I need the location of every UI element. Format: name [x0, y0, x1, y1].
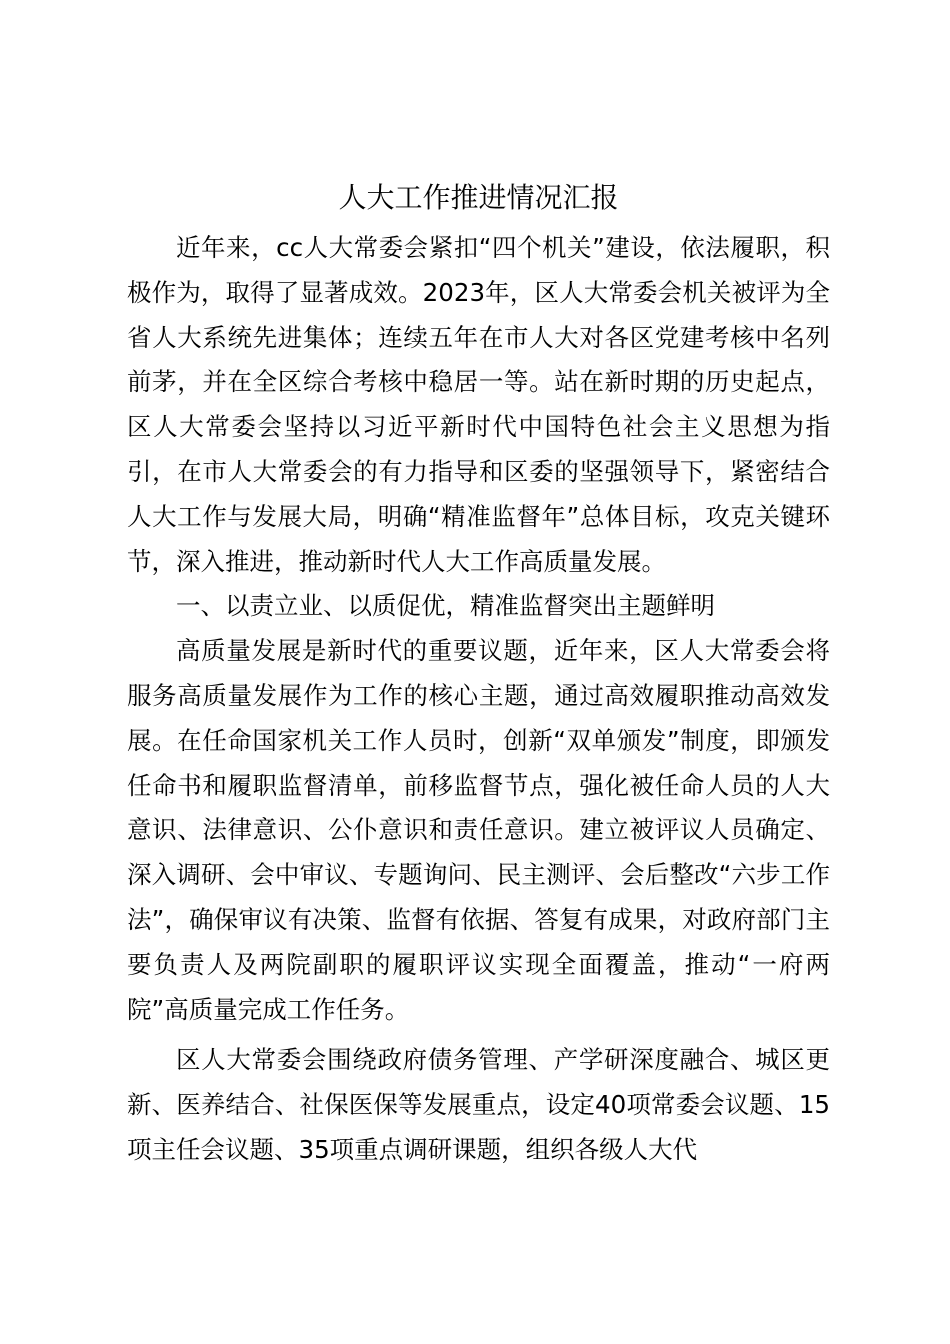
intro-paragraph: 近年来，cc人大常委会紧扣“四个机关”建设，依法履职，积极作为，取得了显著成效。2023年，区人大常委会机关被评为全省人大系统先进集体；连续五年在市人大对各区党建考核中名列前茅，并在全区综合考核中稳居一等。站在新时期的历史起点，区人大常委会坚持以习近平新时代中国特色社会主义思想为指引，在市人大常委会的有力指导和区委的坚强领导下，紧密结合人大工作与发展大局，明确“精准监督年”总体目标，攻克关键环节，深入推进，推动新时代人大工作高质量发展。 [127, 233, 830, 576]
document-title: 人大工作推进情况汇报 [338, 181, 619, 214]
section-paragraph-2: 区人大常委会围绕政府债务管理、产学研深度融合、城区更新、医养结合、社保医保等发展重点，设定40项常委会议题、15项主任会议题、35项重点调研课题，组织各级人大代 [127, 1045, 830, 1164]
section-heading: 一、以责立业、以质促优，精准监督突出主题鲜明 [176, 591, 715, 621]
section-paragraph-1: 高质量发展是新时代的重要议题，近年来，区人大常委会将服务高质量发展作为工作的核心主题，通过高效履职推动高效发展。在任命国家机关工作人员时，创新“双单颁发”制度，即颁发任命书和履职监督清单，前移监督节点，强化被任命人员的人大意识、法律意识、公仆意识和责任意识。建立被评议人员确定、深入调研、会中审议、专题询问、民主测评、会后整改“六步工作法”，确保审议有决策、监督有依据、答复有成果，对政府部门主要负责人及两院副职的履职评议实现全面覆盖，推动“一府两院”高质量完成工作任务。 [127, 636, 830, 1024]
